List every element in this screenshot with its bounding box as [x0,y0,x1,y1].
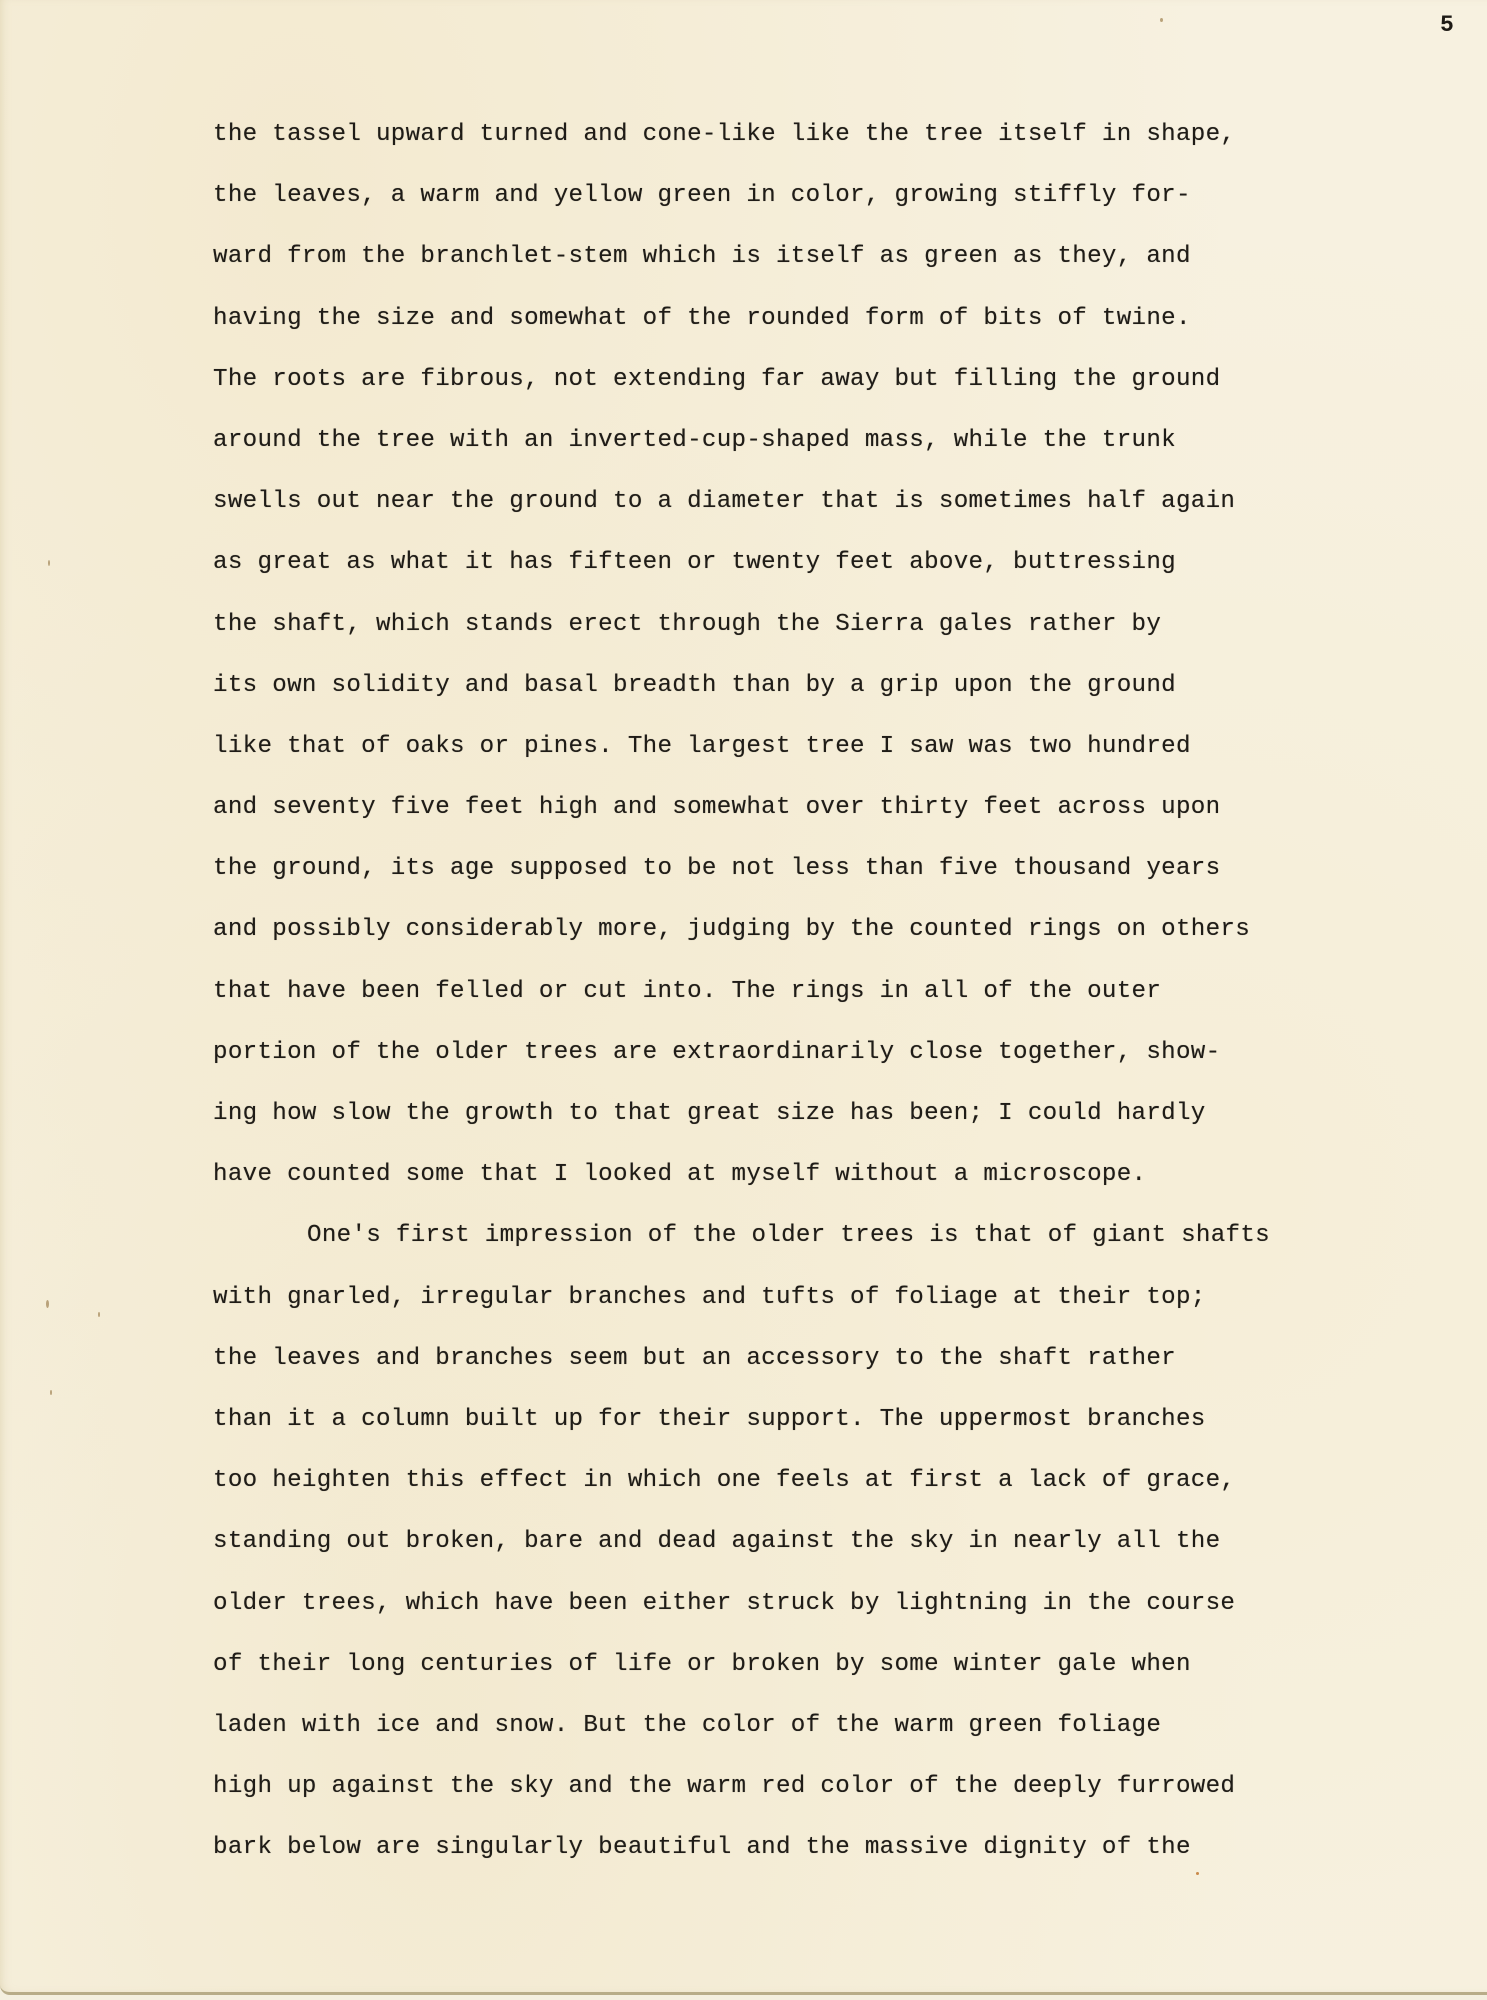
text-line-indented: One's first impression of the older trees is that of giant shafts [307,1222,1270,1250]
text-line: like that of oaks or pines. The largest tree I saw was two hundred [213,732,1191,760]
text-line: the tassel upward turned and cone-like like the tree itself in shape, [213,121,1236,148]
text-line: the leaves and branches seem but an accessory to the shaft rather [213,1344,1176,1372]
text-line: laden with ice and snow. But the color of the warm green foliage [213,1711,1162,1739]
text-line: the ground, its age supposed to be not less than five thousand years [213,855,1221,883]
paper-speck [1196,1872,1199,1875]
text-line: and seventy five feet high and somewhat over thirty feet across upon [213,794,1221,822]
paragraph-1 [213,104,1487,1205]
text-line: its own solidity and basal breadth than by a grip upon the ground [213,671,1176,699]
text-line: swells out near the ground to a diameter that is sometimes half again [213,488,1236,516]
text-line: older trees, which have been either struck by lightning in the course [213,1589,1236,1617]
text-line: have counted some that I looked at myself without a microscope. [213,1161,1147,1189]
text-line: too heighten this effect in which one feels at first a lack of grace, [213,1467,1236,1495]
text-line: than it a column built up for their support. The uppermost branches [213,1405,1206,1433]
paper-speck [98,1312,100,1317]
text-line: around the tree with an inverted-cup-shaped mass, while the trunk [213,426,1176,454]
paper-speck [50,1390,52,1395]
text-line: that have been felled or cut into. The rings in all of the outer [213,977,1162,1005]
paper-speck [1160,18,1163,22]
body-text [213,104,1487,1878]
paper-speck [48,560,50,566]
text-line: the leaves, a warm and yellow green in color, growing stiffly for- [213,182,1191,210]
text-line: standing out broken, bare and dead against the sky in nearly all the [213,1528,1221,1556]
paper-speck [46,1300,49,1308]
text-line: the shaft, which stands erect through the Sierra gales rather by [213,610,1162,638]
text-line: and possibly considerably more, judging by the counted rings on others [213,916,1251,944]
text-line: The roots are fibrous, not extending far away but filling the ground [213,365,1221,393]
paragraph-2 [213,1205,1487,1878]
text-line: as great as what it has fifteen or twenty feet above, buttressing [213,549,1176,577]
text-line: of their long centuries of life or broken by some winter gale when [213,1650,1191,1678]
text-line: with gnarled, irregular branches and tufts of foliage at their top; [213,1283,1206,1311]
page-number: 5 [1440,12,1454,38]
text-line: bark below are singularly beautiful and the massive dignity of the [213,1834,1191,1862]
text-line: portion of the older trees are extraordinarily close together, show- [213,1038,1221,1066]
text-line: high up against the sky and the warm red color of the deeply furrowed [213,1773,1236,1801]
text-line: having the size and somewhat of the rounded form of bits of twine. [213,304,1191,332]
text-line: ward from the branchlet-stem which is itself as green as they, and [213,243,1191,271]
text-line: ing how slow the growth to that great size has been; I could hardly [213,1100,1206,1127]
